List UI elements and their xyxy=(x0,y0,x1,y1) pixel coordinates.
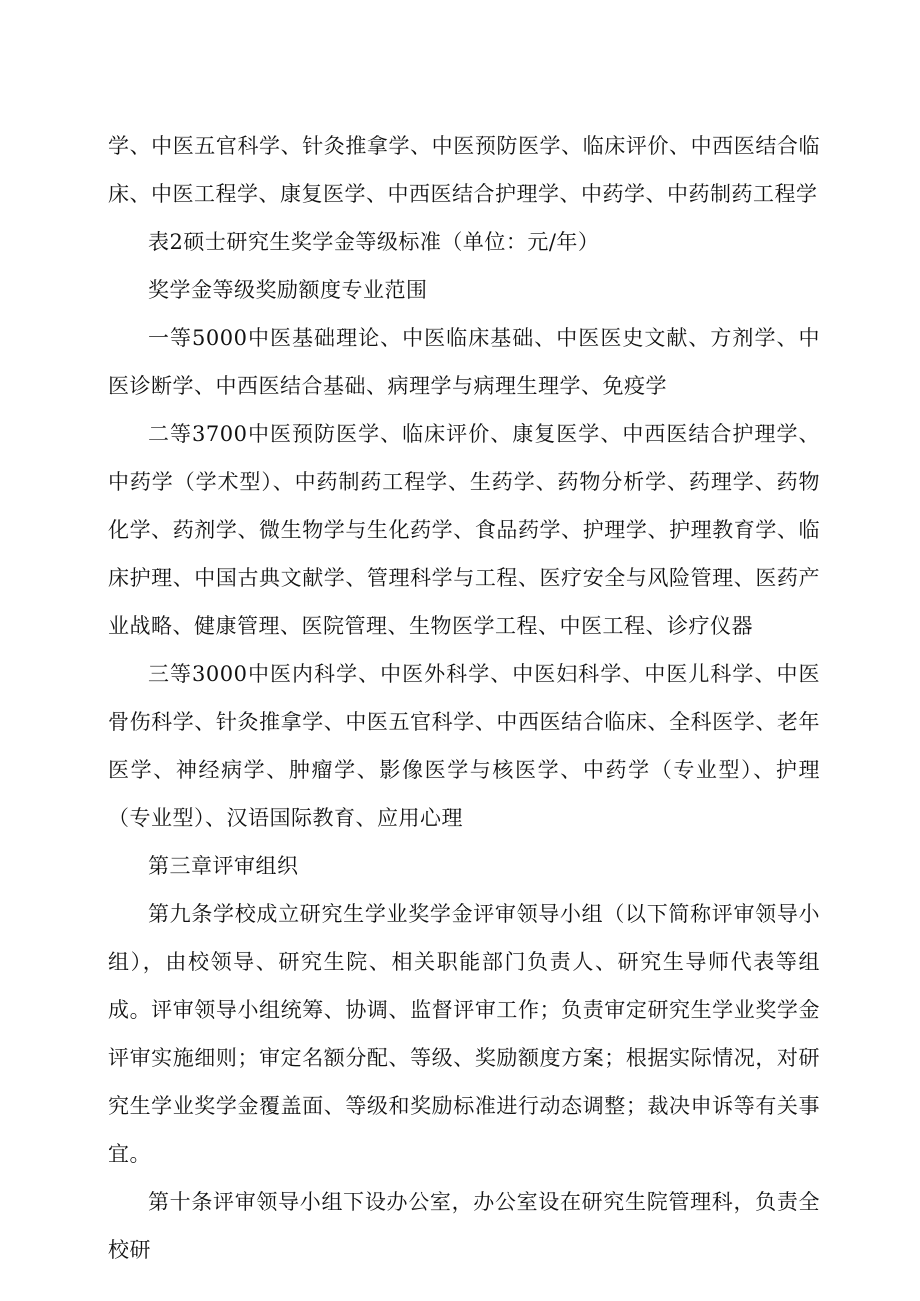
table-caption: 表2硕士研究生奖学金等级标准（单位：元/年） xyxy=(148,230,600,254)
document-page xyxy=(108,122,820,1274)
table-header-row: 奖学金等级奖励额度专业范围 xyxy=(148,278,428,302)
article-ten: 第十条评审领导小组下设办公室，办公室设在研究生院管理科，负责全校研 xyxy=(108,1190,820,1262)
table-row-first-class: 一等5000中医基础理论、中医临床基础、中医医史文献、方剂学、中医诊断学、中西医结合基础、病理学与病理生理学、免疫学 xyxy=(108,326,820,398)
chapter-heading: 第三章评审组织 xyxy=(148,854,299,878)
article-nine: 第九条学校成立研究生学业奖学金评审领导小组（以下简称评审领导小组），由校领导、研究生院、相关职能部门负责人、研究生导师代表等组成。评审领导小组统筹、协调、监督评审工作；负责审定研究生学业奖学金评审实施细则；审定名额分配、等级、奖励额度方案；根据实际情况，对研究生学业奖学金覆盖面、等级和奖励标准进行动态调整；裁决申诉等有关事宜。 xyxy=(108,902,820,1166)
table-row-second-class: 二等3700中医预防医学、临床评价、康复医学、中西医结合护理学、中药学（学术型）、中药制药工程学、生药学、药物分析学、药理学、药物化学、药剂学、微生物学与生化药学、食品药学、护理学、护理教育学、临床护理、中国古典文献学、管理科学与工程、医疗安全与风险管理、医药产业战略、健康管理、医院管理、生物医学工程、中医工程、诊疗仪器 xyxy=(108,422,820,638)
table-row-third-class: 三等3000中医内科学、中医外科学、中医妇科学、中医儿科学、中医骨伤科学、针灸推拿学、中医五官科学、中西医结合临床、全科医学、老年医学、神经病学、肿瘤学、影像医学与核医学、中药学（专业型）、护理（专业型）、汉语国际教育、应用心理 xyxy=(108,662,820,830)
paragraph-continuation: 学、中医五官科学、针灸推拿学、中医预防医学、临床评价、中西医结合临床、中医工程学、康复医学、中西医结合护理学、中药学、中药制药工程学 xyxy=(108,134,820,206)
